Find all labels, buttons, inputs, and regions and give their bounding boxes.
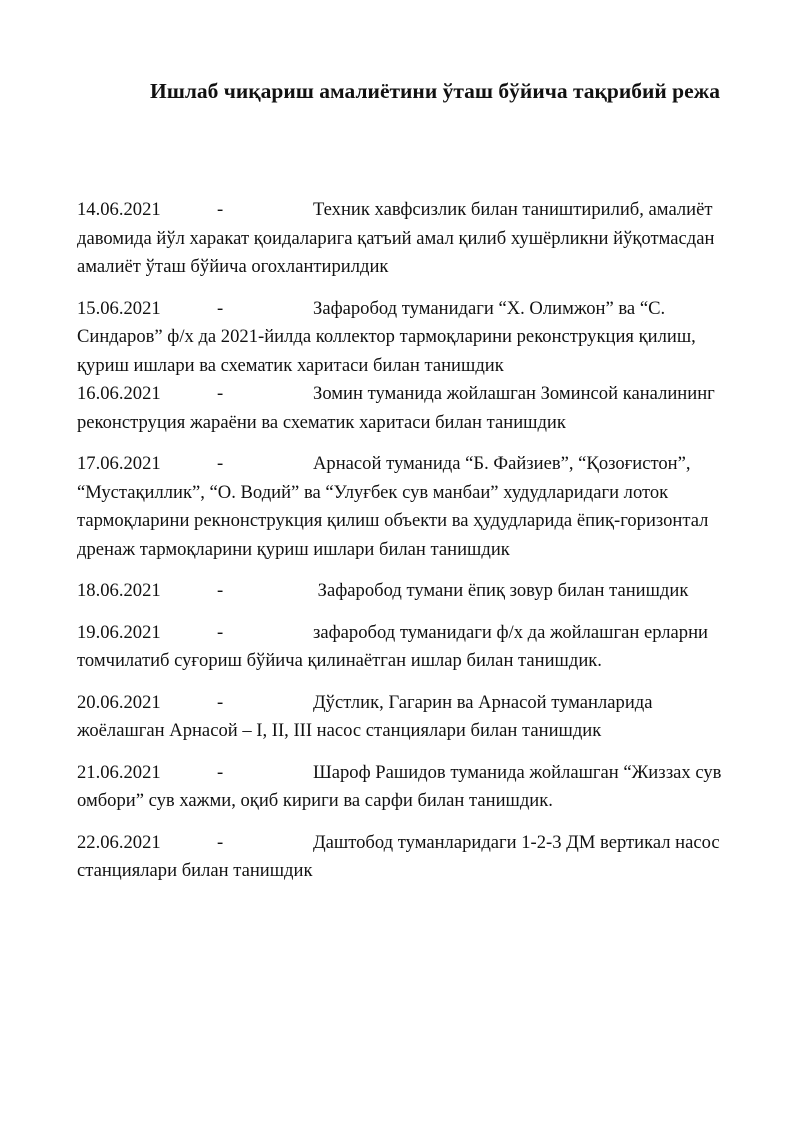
- document-title: Ишлаб чиқариш амалиётини ўташ бўйича тақрибий режа: [149, 79, 721, 103]
- entry-text: Дўстлик, Гагарин ва Арнасой туманларида жоёлашган Арнасой – I, II, III насос станциялари билан танишдик: [77, 691, 653, 741]
- entry-date: 18.06.2021: [77, 580, 161, 601]
- plan-entry: [77, 689, 742, 746]
- entry-date: 16.06.2021: [77, 383, 161, 404]
- entry-text: Зомин туманида жойлашган Зоминсой каналининг реконструция жараёни ва схематик харитаси билан танишдик: [77, 383, 715, 433]
- entry-date: 19.06.2021: [77, 621, 161, 643]
- entry-dash: -: [217, 453, 224, 474]
- entry-date: 22.06.2021: [77, 831, 161, 853]
- entry-date: 15.06.2021: [77, 297, 161, 319]
- plan-entry: [77, 577, 742, 606]
- plan-entry: [77, 196, 742, 282]
- entry-dash: -: [217, 580, 224, 601]
- entry-dash: -: [217, 691, 224, 713]
- entry-dash: -: [217, 761, 224, 783]
- entry-date: 14.06.2021: [77, 199, 161, 220]
- entry-dash: -: [217, 199, 224, 220]
- entry-text: Зафаробод туманидаги “Х. Олимжон” ва “С. Синдаров” ф/х да 2021-йилда коллектор тармоқларини реконструкция қилиш, қуриш ишлари ва схематик харитаси билан танишдик: [77, 297, 696, 376]
- plan-entry: [77, 380, 742, 437]
- entry-text: Даштобод туманларидаги 1-2-3 ДМ вертикал насос станциялари билан танишдик: [77, 831, 720, 881]
- plan-entry: [77, 450, 742, 564]
- entry-text: зафаробод туманидаги ф/х да жойлашган ерларни томчилатиб суғориш бўйича қилинаётган ишлар билан танишдик.: [77, 621, 708, 671]
- plan-entry: [77, 829, 742, 886]
- plan-entry: [77, 619, 742, 676]
- entry-dash: -: [217, 383, 224, 404]
- plan-entry: [77, 759, 742, 816]
- entry-dash: -: [217, 297, 224, 319]
- entry-text: Арнасой туманида “Б. Файзиев”, “Қозоғистон”, “Мустақиллик”, “О. Водий” ва “Улуғбек сув манбаи” худудларидаги лоток тармоқларини рекнонструкция қилиш объекти ва ҳудудларида ёпиқ-горизонтал дренаж тармоқларини қуриш ишлари билан танишдик: [77, 453, 709, 560]
- entry-date: 20.06.2021: [77, 691, 161, 713]
- entry-date: 17.06.2021: [77, 453, 161, 474]
- plan-entry: [77, 295, 742, 381]
- entry-dash: -: [217, 831, 224, 853]
- plan-entries: [77, 196, 742, 886]
- entry-text: Техник хавфсизлик билан таништирилиб, амалиёт давомида йўл харакат қоидаларига қатъий амал қилиб хушёрликни йўқотмасдан амалиёт ўташ бўйича огохлантирилдик: [77, 199, 715, 277]
- entry-dash: -: [217, 621, 224, 643]
- entry-date: 21.06.2021: [77, 761, 161, 783]
- entry-text: Зафаробод тумани ёпиқ зовур билан танишдик: [313, 580, 689, 601]
- entry-text: Шароф Рашидов туманида жойлашган “Жиззах сув омбори” сув хажми, оқиб кириги ва сарфи билан танишдик.: [77, 761, 722, 811]
